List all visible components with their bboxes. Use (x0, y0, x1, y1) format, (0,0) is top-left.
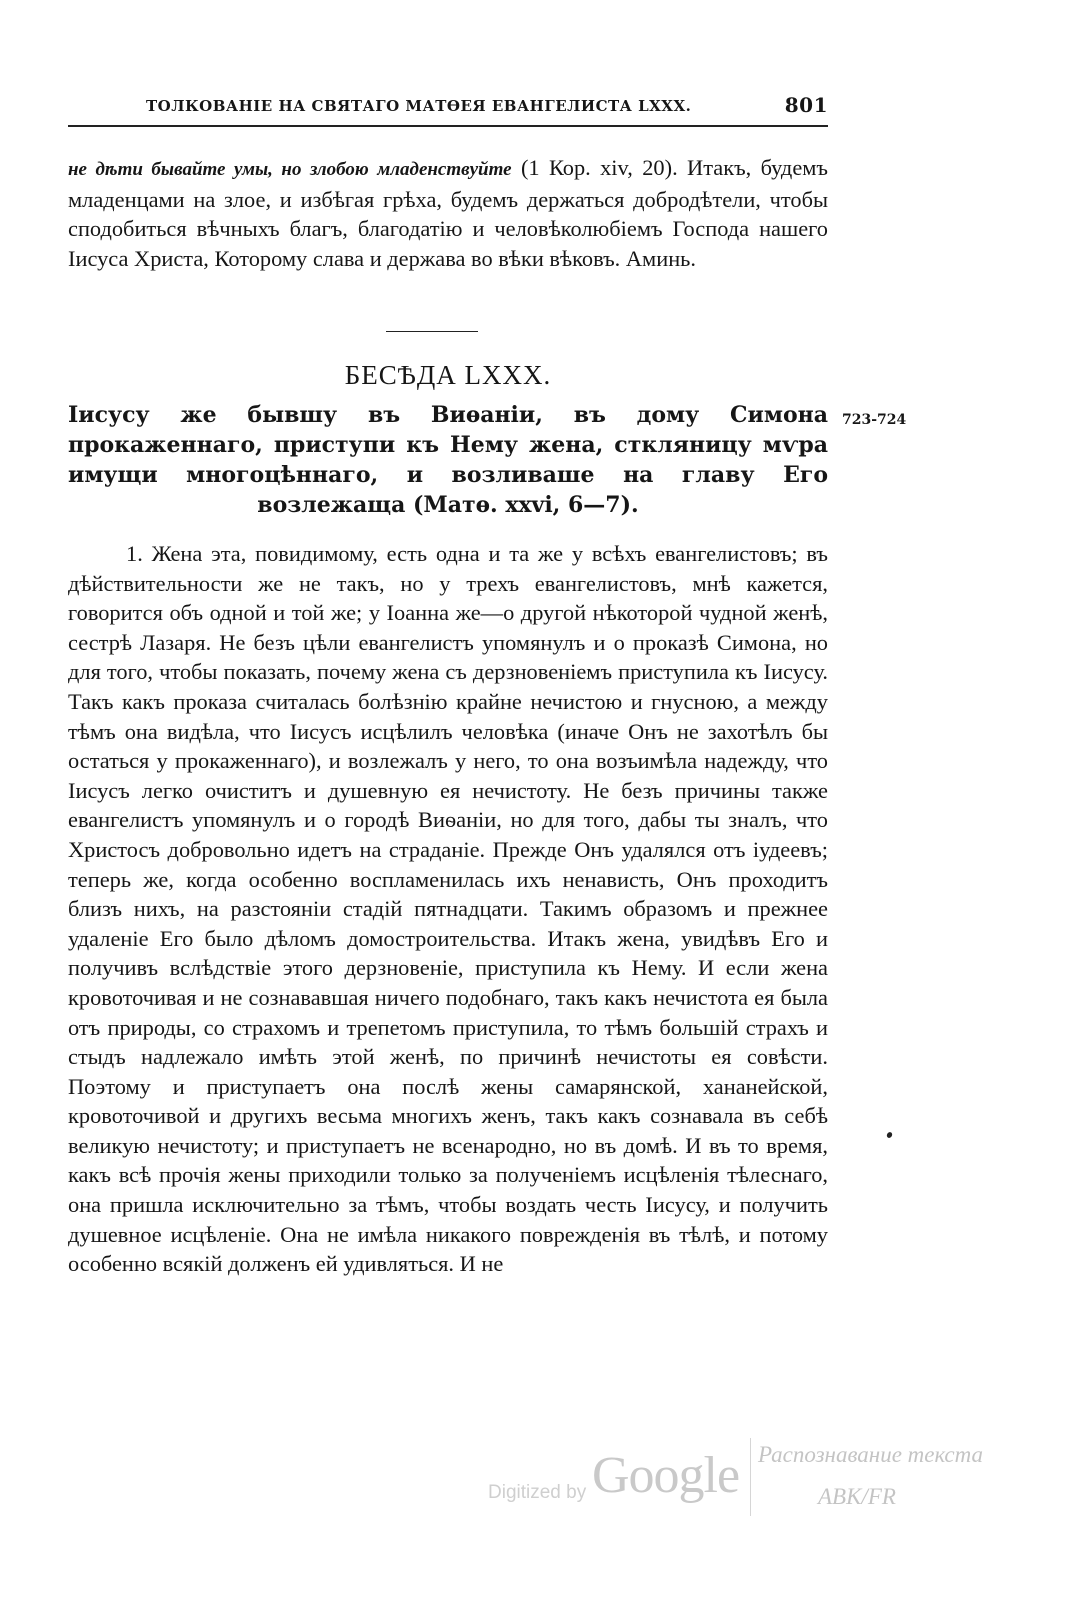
section-separator (386, 331, 478, 332)
main-paragraph (68, 539, 828, 1279)
quote-reference: (1 Кор. xiv, 20). (520, 155, 678, 180)
ink-mark (886, 1131, 893, 1139)
page-number: 801 (784, 93, 828, 117)
watermark-divider (750, 1438, 751, 1516)
intro-body: Итакъ, будемъ младенцами на злое, и избѣгая грѣха, будемъ держаться добродѣтели, чтобы сподобиться вѣчныхъ благъ, благодатію и человѣколюбіемъ Господа нашего Іисуса Христа, Которому слава и держава во вѣки вѣковъ. Аминь. (68, 155, 829, 271)
header-rule (68, 125, 828, 127)
digitized-by-label: Digitized by (488, 1482, 587, 1503)
paragraph-text: 1. Жена эта, повидимому, есть одна и та же у всѣхъ евангелистовъ; въ дѣйствительности же не такъ, но у трехъ евангелистовъ, мнѣ кажется, говорится объ одной и той же; у Іоанна же—о другой нѣкоторой чудной женѣ, сестрѣ Лазаря. Не безъ цѣли евангелистъ упомянулъ и о проказѣ Симона, но для того, чтобы показать, почему жена съ дерзновеніемъ приступила къ Іисусу. Такъ какъ проказа считалась болѣзнію крайне нечистою и гнусною, а между тѣмъ она видѣла, что Іисусъ исцѣлилъ человѣка (иначе Онъ не захотѣлъ бы остаться у прокаженнаго), и возлежалъ у него, то она возъимѣла надежду, что Іисусъ легко очиститъ и душевную ея нечистоту. Не безъ причины также евангелистъ упомянулъ и о городѣ Виѳаніи, но для того, дабы ты зналъ, что Христосъ добровольно идетъ на страданіе. Прежде Онъ удалялся отъ іудеевъ; теперь же, когда особенно воспламенилась ихъ ненависть, Онъ проходитъ близъ нихъ, на разстояніи стадій пятнадцати. Такимъ образомъ и прежнее удаленіе Его было дѣломъ домостроительства. Итакъ жена, увидѣвъ Его и получивъ вслѣдствіе этого дерзновеніе, приступила къ Нему. И если жена кровоточивая и не сознававшая ничего подобнаго, такъ какъ нечистота ея была отъ природы, со страхомъ и трепетомъ приступила, то тѣмъ большій страхъ и стыдъ надлежало имѣть этой женѣ, по причинѣ нечистоты ея совѣсти. Поэтому и приступаетъ она послѣ жены самарянской, хананейской, кровоточивой и другихъ весьма многихъ женъ, такъ какъ сознавала въ себѣ великую нечистоту; и приступаетъ не всенародно, но въ домѣ. И въ то время, какъ всѣ прочія жены приходили только за полученіемъ исцѣленія тѣлеснаго, она пришла исключительно за тѣмъ, чтобы воздать честь Іисусу, и получить душевное исцѣленіе. Она не имѣла никакого поврежденія въ тѣлѣ, и потому особенно всякій долженъ ей удивляться. И не (68, 541, 828, 1277)
intro-paragraph (68, 153, 828, 273)
ocr-credit-line1: Распознавание текста (758, 1442, 983, 1467)
google-logo: Google (592, 1447, 740, 1504)
watermark (488, 1438, 1048, 1528)
homily-title: БЕСѢДА LXXX. (344, 360, 552, 390)
margin-reference: 723-724 (842, 412, 907, 428)
ocr-credit-line2: ABK/FR (818, 1484, 896, 1509)
epigraph: Іисусу же бывшу въ Виѳаніи, въ дому Симона прокаженнаго, приступи къ Нему жена, сткляницу мѵра имущи многоцѣннаго, и возливаше на главу Его возлежаща (Матѳ. xxvi, 6—7). (68, 402, 828, 518)
header-title: ТОЛКОВАНІЕ НА СВЯТАГО МАТѲЕЯ ЕВАНГЕЛИСТА LXXX. (146, 97, 692, 115)
italic-quote: не дѣти бывайте умы, но злобою младенствуйте (68, 159, 512, 180)
